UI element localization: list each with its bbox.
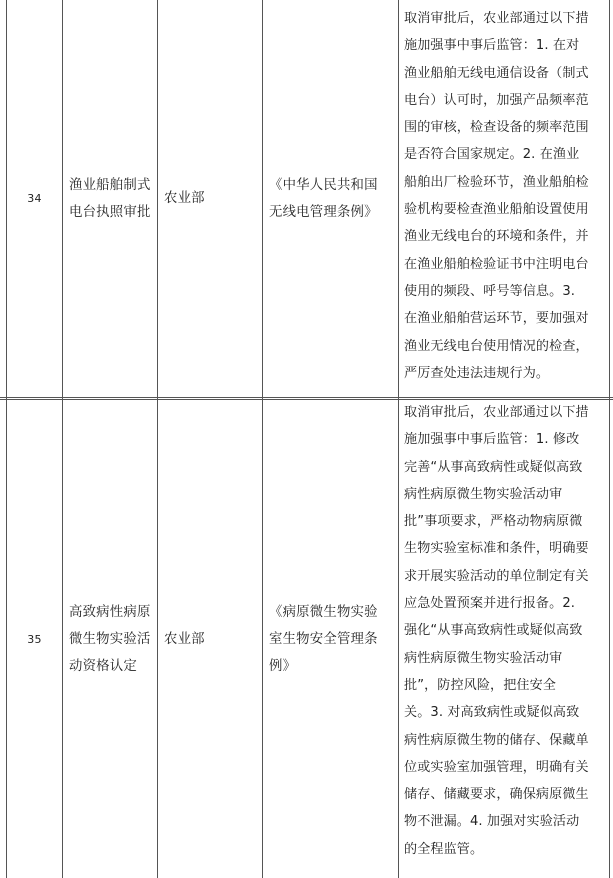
supervision-measures: 取消审批后，农业部通过以下措 施加强事中事后监管：1. 修改 完善“从事高致病性或疑似高致 病性病原微生物实验活动审 批”事项要求，严格动物病原微 生物实验室标准和条件，明确要 求开展实验活动的单位制定有关 应急处置预案并进行报备。2. 强化“从事高致病性或疑似高致 病性病原微生物实验活动审 批”，防控风险，把住安全 关。3. 对高致病性或疑似高致 病性病原微生物的储存、保藏单 位或实验室加强管理，明确有关 储存、储藏要求，确保病原微生 物不泄漏。4. 加强对实验活动 的全程监管。 [404,405,589,857]
department: 农业部 [164,191,205,206]
approval-item-name: 渔业船舶制式 电台执照审批 [69,177,151,220]
legal-basis: 《病原微生物实验 室生物安全管理条 例》 [269,604,378,674]
legal-basis: 《中华人民共和国 无线电管理条例》 [269,177,378,220]
department: 农业部 [164,631,205,647]
row-number: 35 [27,632,42,646]
supervision-measures: 取消审批后，农业部通过以下措 施加强事中事后监管：1. 在对 渔业船舶无线电通信设备（制式 电台）认可时，加强产品频率范 围的审核，检查设备的频率范围 是否符合国家规定。2. 在渔业 船舶出厂检验环节，渔业船舶检 验机构要检查渔业船舶设置使用 渔业无线电台的环境和条件，并 在渔业船舶检验证书中注明电台 使用的频段、呼号等信息。3. 在渔业船舶营运环节，要加强对 渔业无线电台使用情况的检查， 严厉查处违法违规行为。 [404,11,589,381]
table-border-right [609,0,610,878]
approval-item-name: 高致病性病原 微生物实验活 动资格认定 [69,604,151,674]
row-divider [0,397,613,398]
column-divider [398,0,399,878]
row-number: 34 [27,192,42,205]
